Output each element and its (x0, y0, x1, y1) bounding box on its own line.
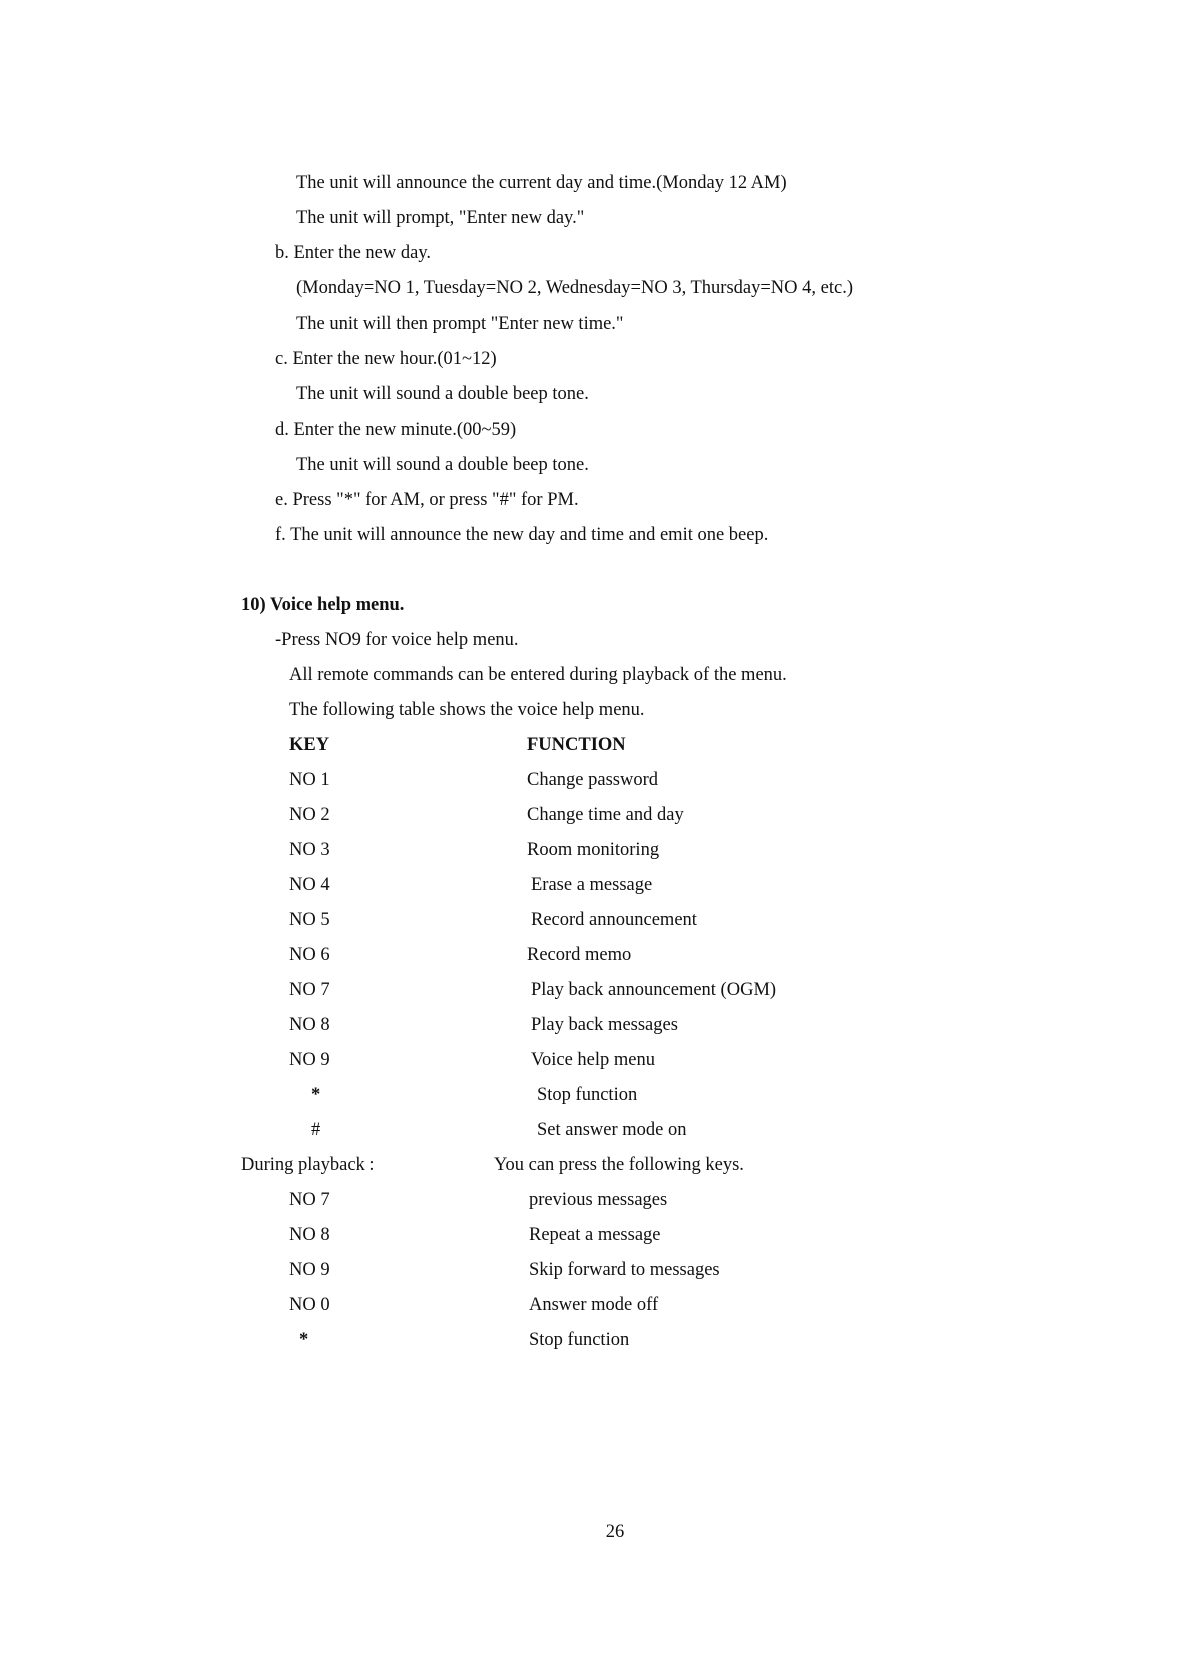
table-row-function: Change password (527, 770, 659, 790)
table-row-key: NO 6 (289, 945, 330, 965)
step-d: d. Enter the new minute.(00~59) (275, 420, 517, 440)
table-row-function: Stop function (537, 1085, 638, 1105)
step-e: e. Press "*" for AM, or press "#" for PM. (275, 490, 579, 510)
table-header-key: KEY (289, 735, 330, 755)
table-row-key: * (311, 1085, 321, 1105)
playback-row-key: NO 9 (289, 1260, 330, 1280)
table-row-function: Set answer mode on (537, 1120, 687, 1140)
step-f: f. The unit will announce the new day and time and emit one beep. (275, 525, 769, 545)
playback-row-function: Skip forward to messages (529, 1260, 720, 1280)
table-row-key: NO 5 (289, 910, 330, 930)
step-c: c. Enter the new hour.(01~12) (275, 349, 497, 369)
section-remote-line: All remote commands can be entered during playback of the menu. (289, 665, 787, 685)
table-row-function: Play back messages (531, 1015, 678, 1035)
table-row-key: NO 2 (289, 805, 330, 825)
table-row-function: Room monitoring (527, 840, 660, 860)
step-b-prompt: The unit will then prompt "Enter new time." (296, 314, 624, 334)
table-row-key: NO 1 (289, 770, 330, 790)
table-row-key: # (311, 1120, 321, 1140)
playback-label: During playback : (241, 1155, 375, 1175)
playback-row-key: NO 0 (289, 1295, 330, 1315)
table-row-key: NO 8 (289, 1015, 330, 1035)
intro-announce-line: The unit will announce the current day and time.(Monday 12 AM) (296, 173, 787, 193)
playback-row-function: Answer mode off (529, 1295, 659, 1315)
playback-row-function: Repeat a message (529, 1225, 661, 1245)
table-row-function: Voice help menu (531, 1050, 655, 1070)
step-c-beep: The unit will sound a double beep tone. (296, 384, 589, 404)
playback-note: You can press the following keys. (494, 1155, 744, 1175)
table-row-key: NO 3 (289, 840, 330, 860)
step-b-days: (Monday=NO 1, Tuesday=NO 2, Wednesday=NO 3, Thursday=NO 4, etc.) (296, 278, 853, 298)
table-row-function: Play back announcement (OGM) (531, 980, 777, 1000)
section-table-intro: The following table shows the voice help menu. (289, 700, 645, 720)
table-row-function: Record memo (527, 945, 632, 965)
playback-row-key: * (299, 1330, 309, 1350)
table-row-function: Change time and day (527, 805, 684, 825)
page-number: 26 (605, 1522, 625, 1542)
playback-row-function: previous messages (529, 1190, 668, 1210)
playback-row-key: NO 7 (289, 1190, 330, 1210)
table-row-function: Erase a message (531, 875, 653, 895)
playback-row-function: Stop function (529, 1330, 630, 1350)
table-row-function: Record announcement (531, 910, 697, 930)
table-row-key: NO 7 (289, 980, 330, 1000)
table-header-function: FUNCTION (527, 735, 626, 755)
section-title: 10) Voice help menu. (241, 595, 405, 615)
playback-row-key: NO 8 (289, 1225, 330, 1245)
step-b: b. Enter the new day. (275, 243, 431, 263)
section-press-line: -Press NO9 for voice help menu. (275, 630, 519, 650)
table-row-key: NO 9 (289, 1050, 330, 1070)
intro-prompt-line: The unit will prompt, "Enter new day." (296, 208, 585, 228)
step-d-beep: The unit will sound a double beep tone. (296, 455, 589, 475)
table-row-key: NO 4 (289, 875, 330, 895)
